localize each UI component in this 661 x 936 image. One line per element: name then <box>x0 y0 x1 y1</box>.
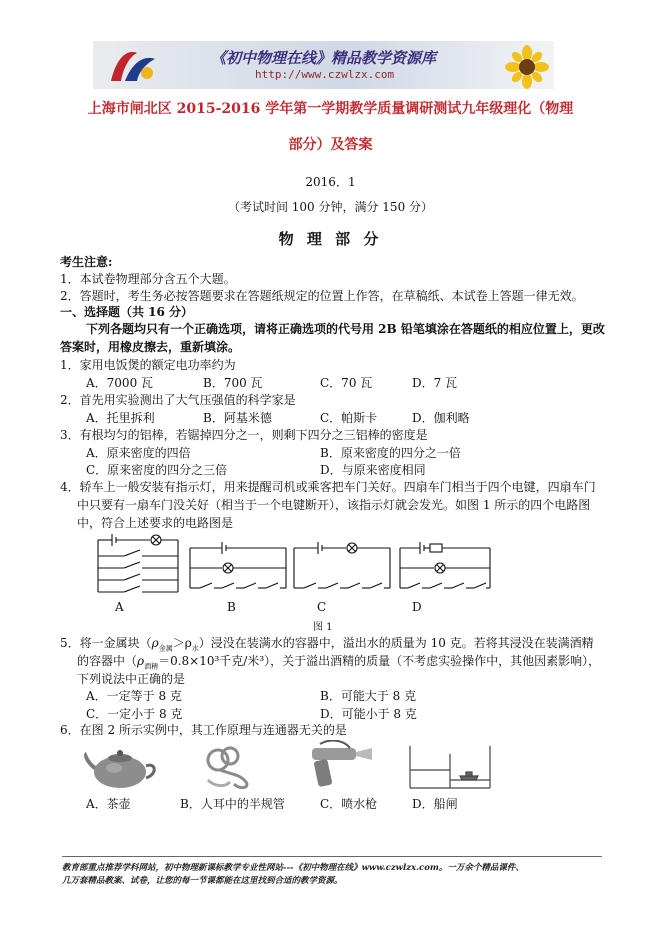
q3-option-d: D．与原来密度相同 <box>320 463 426 477</box>
water-gun-icon <box>312 741 372 788</box>
circuit-a <box>98 534 178 592</box>
footer-divider <box>62 856 602 857</box>
fig1-caption: 图 1 <box>313 622 333 633</box>
circuit-c <box>294 542 390 588</box>
q6-stem: 6．在图 2 所示实例中，其工作原理与连通器无关的是 <box>60 723 347 737</box>
q2-option-d: D．伽利略 <box>412 411 470 425</box>
q1-option-b: B．700 瓦 <box>203 376 263 390</box>
q3-option-b: B．原来密度的四分之一倍 <box>320 446 461 460</box>
rho-symbol: ρ <box>151 636 159 650</box>
q1-option-c: C．70 瓦 <box>320 376 373 390</box>
document-title-line2: 部分）及答案 <box>288 137 373 153</box>
footer-line-1: 教育部重点推荐学科网站，初中物理新课标教学专业性网站---《初中物理在线》www.czwlzx.com。一万余个精品课件、 <box>62 863 524 873</box>
header-banner <box>93 41 554 89</box>
q1-option-a: A．7000 瓦 <box>86 376 154 390</box>
q4-line-1: 4．轿车上一般安装有指示灯，用来提醒司机或乘客把车门关好。四扇车门相当于四个电键，四扇车门 <box>60 480 596 494</box>
notice-heading: 考生注意: <box>60 255 113 269</box>
q5-gt-rho: ＞ρ <box>172 636 192 650</box>
q5-text-c: 的容器中（ <box>77 654 138 668</box>
q3-stem: 3．有根均匀的铝棒，若锯掉四分之一，则剩下四分之三铝棒的密度是 <box>60 428 428 442</box>
q6-option-c: C．喷水枪 <box>320 797 378 811</box>
q6-option-b: B．人耳中的半规管 <box>180 797 285 811</box>
q2-option-a: A．托里拆利 <box>86 411 155 425</box>
q1-stem: 1．家用电饭煲的额定电功率约为 <box>60 358 236 372</box>
q3-option-c: C．原来密度的四分之三倍 <box>86 463 228 477</box>
ship-lock-icon <box>410 746 490 788</box>
fig1-label-b: B <box>227 600 236 614</box>
q5-line-1 <box>60 634 594 653</box>
q6-option-d: D．船闸 <box>412 797 458 811</box>
q1-option-d: D．7 瓦 <box>412 376 458 390</box>
section1-instruction-2: 答案时，用橡皮擦去，重新填涂。 <box>60 340 241 354</box>
q5-line-2 <box>77 652 600 671</box>
exam-info: （考试时间 100 分钟，满分 150 分） <box>227 200 434 214</box>
q6-option-a: A．茶壶 <box>86 797 131 811</box>
circuit-b <box>190 542 286 588</box>
notice-item-2: 2．答题时，考生务必按答题要求在答题纸规定的位置上作答，在草稿纸、本试卷上答题一律无效。 <box>60 289 584 303</box>
q5-option-c: C．一定小于 8 克 <box>86 707 183 721</box>
q3-option-a: A．原来密度的四倍 <box>86 446 191 460</box>
q5-option-a: A．一定等于 8 克 <box>86 689 182 703</box>
figure-2-images <box>80 740 500 792</box>
fig1-label-a: A <box>115 600 124 614</box>
footer-text <box>62 862 602 888</box>
notice-item-1: 1．本试卷物理部分含五个大题。 <box>60 272 236 286</box>
rho-water-subscript: 水 <box>191 644 199 653</box>
q4-line-3: 中，符合上述要求的电路图是 <box>77 516 234 530</box>
q5-text-d: ＝0.8×10³千克/米³），关于溢出酒精的质量（不考虑实验操作中，其他因素影响）， <box>158 654 601 668</box>
site-logo-icon <box>107 47 159 85</box>
q2-option-b: B．阿基米德 <box>203 411 272 425</box>
rho-metal-subscript: 金属 <box>158 644 173 653</box>
figure-1-circuits <box>90 530 510 615</box>
q5-option-b: B．可能大于 8 克 <box>320 689 417 703</box>
q2-stem: 2．首先用实验测出了大气压强值的科学家是 <box>60 393 296 407</box>
fig1-label-c: C <box>317 600 327 614</box>
rho-alcohol-subscript: 酒精 <box>144 662 159 671</box>
banner-url[interactable]: http://www.czwlzx.com <box>255 68 395 81</box>
q5-text-b: ）浸没在装满水的容器中，溢出水的质量为 10 克。若将其浸没在装满酒精 <box>198 636 594 650</box>
exam-date: 2016．1 <box>305 175 356 189</box>
section-heading: 物 理 部 分 <box>278 230 383 248</box>
q5-option-d: D．可能小于 8 克 <box>320 707 417 721</box>
sunflower-icon <box>505 45 549 89</box>
ear-canal-icon <box>208 748 247 788</box>
document-title-line1: 上海市闸北区 2015-2016 学年第一学期教学质量调研测试九年级理化（物理 <box>87 101 574 117</box>
footer-line-2: 几万套精品教案、试卷，让您的每一节课都能在这里找到合适的教学资源。 <box>62 876 343 886</box>
section1-instruction-1: 下列各题均只有一个正确选项，请将正确选项的代号用 2B 铅笔填涂在答题纸的相应位置上，更改 <box>86 322 605 336</box>
teapot-icon <box>84 750 154 788</box>
q2-option-c: C．帕斯卡 <box>320 411 378 425</box>
q4-line-2: 中只要有一扇车门没关好（相当于一个电键断开），该指示灯就会发光。如图 1 所示的四个电路图 <box>77 498 591 512</box>
banner-title: 《初中物理在线》精品教学资源库 <box>211 49 437 67</box>
circuit-d <box>400 542 490 588</box>
q5-line-3: 下列说法中正确的是 <box>77 672 186 686</box>
section1-heading: 一、选择题（共 16 分） <box>60 305 194 319</box>
q5-text-a: 5．将一金属块（ <box>60 636 152 650</box>
fig1-label-d: D <box>412 600 422 614</box>
rho-symbol-2: ρ <box>137 654 145 668</box>
